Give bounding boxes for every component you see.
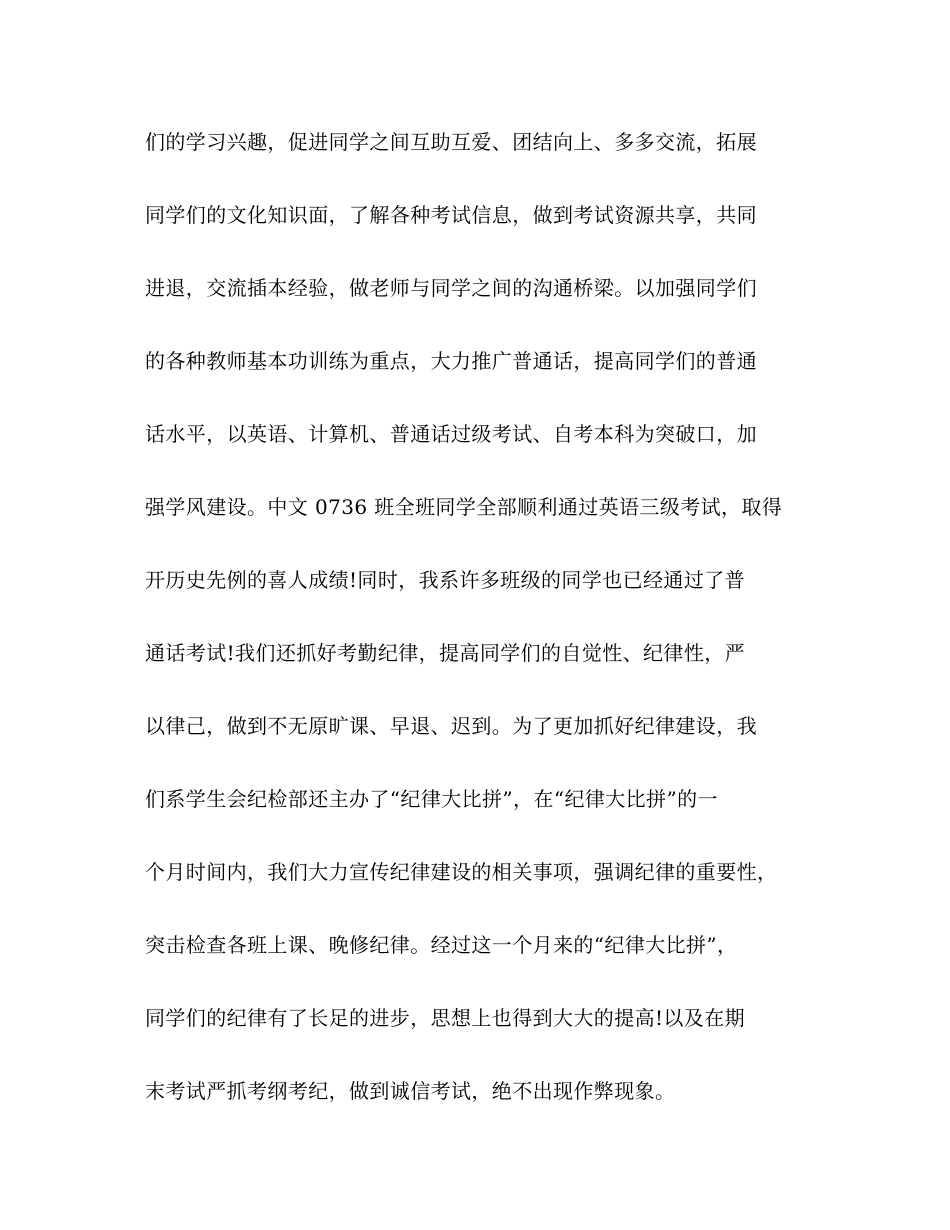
paragraph-line: 强学风建设。中文 0736 班全班同学全部顺利通过英语三级考试，取得 — [145, 495, 783, 519]
paragraph-line: 通话考试!我们还抓好考勤纪律，提高同学们的自觉性、纪律性，严 — [145, 641, 746, 665]
paragraph-line: 们的学习兴趣，促进同学之间互助互爱、团结向上、多多交流，拓展 — [145, 130, 757, 154]
paragraph-line: 的各种教师基本功训练为重点，大力推广普通话，提高同学们的普通 — [145, 349, 757, 373]
paragraph-line: 突击检查各班上课、晚修纪律。经过这一个月来的“纪律大比拼”， — [145, 933, 738, 957]
paragraph-line: 以律己，做到不无原旷课、早退、迟到。为了更加抓好纪律建设，我 — [145, 714, 757, 738]
paragraph-line: 开历史先例的喜人成绩!同时，我系许多班级的同学也已经通过了普 — [145, 568, 746, 592]
paragraph-line: 同学们的文化知识面，了解各种考试信息，做到考试资源共享，共同 — [145, 203, 757, 227]
paragraph-line: 进退，交流插本经验，做老师与同学之间的沟通桥梁。以加强同学们 — [145, 276, 757, 300]
paragraph-line: 同学们的纪律有了长足的进步，思想上也得到大大的提高!以及在期 — [145, 1006, 746, 1030]
paragraph — [145, 120, 825, 1142]
paragraph-line: 个月时间内，我们大力宣传纪律建设的相关事项，强调纪律的重要性， — [145, 860, 778, 884]
paragraph-line: 们系学生会纪检部还主办了“纪律大比拼”，在“纪律大比拼”的一 — [145, 787, 718, 811]
paragraph-line: 话水平，以英语、计算机、普通话过级考试、自考本科为突破口，加 — [145, 422, 757, 446]
paragraph-line: 末考试严抓考纲考纪，做到诚信考试，绝不出现作弊现象。 — [145, 1079, 676, 1103]
